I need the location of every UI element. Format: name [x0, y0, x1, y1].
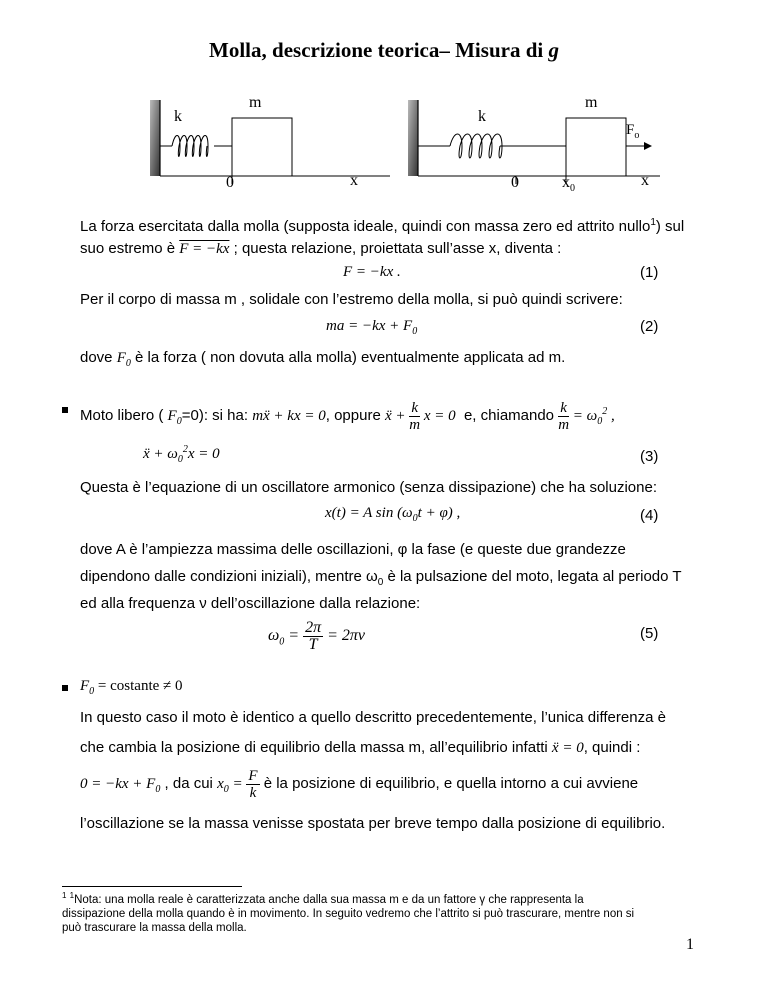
wall-left [150, 100, 160, 176]
bullet-2 [62, 685, 68, 691]
label-force: $F_o$ [626, 122, 640, 141]
paragraph-1-line-2: suo estremo è F = −kx ; questa relazione, proiettata sull’asse x, diventa : [80, 240, 562, 257]
paragraph-5-line-3: ed alla frequenza ν dell’oscillazione dalla relazione: [80, 595, 421, 612]
equation-5-number: (5) [640, 625, 659, 642]
equation-4: x(t) = A $\sin (\omega_0t + \varphi)$ , [325, 505, 461, 524]
label-k-left: k [174, 108, 182, 125]
equation-3-number: (3) [640, 448, 659, 465]
bullet-1 [62, 407, 68, 413]
equation-3: ẍ + $\omega_0^2x = 0$ [143, 444, 220, 465]
mass-left [232, 118, 292, 176]
paragraph-2: Per il corpo di massa m , solidale con l’estremo della molla, si può quindi scrivere: [80, 291, 623, 308]
equation-4-number: (4) [640, 507, 659, 524]
paragraph-4: Questa è l’equazione di un oscillatore armonico (senza dissipazione) che ha soluzione: [80, 479, 658, 496]
mass-right [566, 118, 626, 176]
label-zero-right: 0 [511, 174, 519, 191]
bullet-1-text: Moto libero ( $F_0=0$): si ha: mẍ + kx = 0, oppure ẍ + $\frac{k}{m}$ x = 0 e, chiamando $\frac{k}{m}$ = $\omega_0^2$ , [80, 400, 615, 433]
equation-1-number: (1) [640, 264, 659, 281]
equation-2: ma = $-kx + F_0$ [326, 318, 418, 337]
spring-left [172, 136, 208, 157]
spring-right [450, 134, 502, 158]
paragraph-1-line-1: La forza esercitata dalla molla (supposta ideale, quindi con massa zero ed attrito nullo$^1$) sul [80, 217, 685, 235]
wall-right [408, 100, 418, 176]
footnote-separator [62, 886, 242, 887]
footnote: $^1$ $^1$Nota: una molla reale è caratterizzata anche dalla sua massa m e da un fattore γ che rappresenta la dissipazione della molla quando è in movimento. In seguito vedremo che l’attrito si può trascurare, mentre non si può trascurare la massa della molla. [62, 891, 635, 934]
paragraph-6-line-3: $0 = -kx + F_0$ , da cui $x_0$ = $\frac{F}{k}$ è la posizione di equilibrio, e quella intorno a cui avviene [80, 768, 639, 801]
paragraph-5-line-2: dipendono dalle condizioni iniziali), mentre $\omega_0$ è la pulsazione del moto, legata al periodo T [80, 568, 682, 588]
right-system [408, 100, 660, 184]
page-number: 1 [686, 936, 694, 953]
paragraph-6-line-1: In questo caso il moto è identico a quello descritto precedentemente, l’unica differenza è [80, 709, 666, 726]
page-title: Molla, descrizione teorica– Misura di g [209, 38, 559, 62]
label-m-left: m [249, 94, 262, 111]
label-x0: $x_0$ [562, 174, 575, 195]
label-zero-left: 0 [226, 174, 234, 191]
paragraph-6-line-4: l’oscillazione se la massa venisse spostata per breve tempo dalla posizione di equilibrio. [80, 815, 666, 832]
equation-1: F = −kx . [343, 264, 401, 280]
equation-2-number: (2) [640, 318, 659, 335]
label-k-right: k [478, 108, 486, 125]
paragraph-3: dove $F_0$ è la forza ( non dovuta alla molla) eventualmente applicata ad m. [80, 349, 566, 369]
label-m-right: m [585, 94, 598, 111]
label-x-right: x [641, 172, 649, 189]
equation-5: $\omega_0$ = $\frac{2\pi}{T}$ = 2πν [268, 619, 366, 653]
paragraph-5-line-1: dove A è l’ampiezza massima delle oscillazioni, φ la fase (e queste due grandezze [80, 541, 626, 558]
bullet-2-text: $F_0$ = costante ≠ 0 [80, 678, 183, 697]
paragraph-6-line-2: che cambia la posizione di equilibrio della massa m, all’equilibrio infatti ẍ = 0, quindi : [80, 739, 641, 756]
label-x-left: x [350, 172, 358, 189]
